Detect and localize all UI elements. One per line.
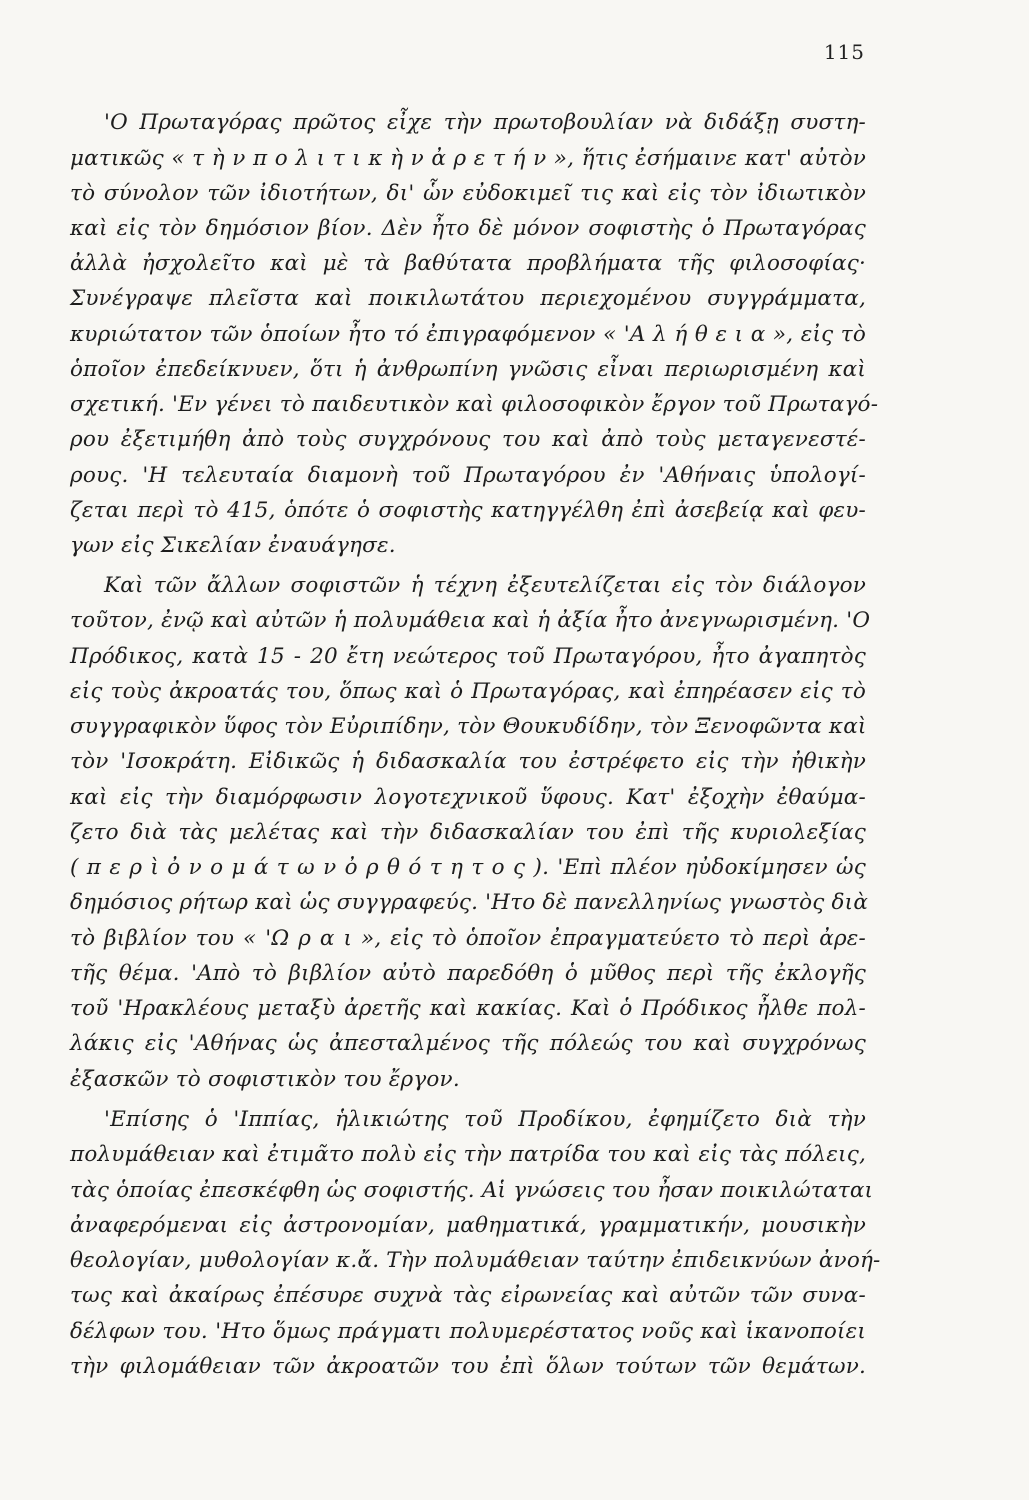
text-line: θεολογίαν, μυθολογίαν κ.ἄ. Τὴν πολυμάθειαν ταύτην ἐπιδεικνύων ἀνοή- xyxy=(70,1248,881,1273)
text-line: πολυμάθειαν καὶ ἐτιμᾶτο πολὺ εἰς τὴν πατρίδα του καὶ εἰς τὰς πόλεις, xyxy=(70,1142,866,1167)
text-line: Πρόδικος, κατὰ 15 - 20 ἔτη νεώτερος τοῦ Πρωταγόρου, ἦτο ἀγαπητὸς xyxy=(70,644,866,669)
text-line: ρου ἐξετιμήθη ἀπὸ τοὺς συγχρόνους του καὶ ἀπὸ τοὺς μεταγενεστέ- xyxy=(70,427,866,452)
text-line: τὰς ὁποίας ἐπεσκέφθη ὡς σοφιστής. Αἱ γνώσεις του ἦσαν ποικιλώταται xyxy=(70,1178,874,1203)
text-line: λάκις εἰς 'Αθήνας ὡς ἀπεσταλμένος τῆς πόλεώς του καὶ συγχρόνως xyxy=(70,1031,866,1056)
text-line: τὸ σύνολον τῶν ἰδιοτήτων, δι' ὧν εὐδοκιμεῖ τις καὶ εἰς τὸν ἰδιωτικὸν xyxy=(70,181,866,206)
text-line: ρους. 'Η τελευταία διαμονὴ τοῦ Πρωταγόρου ἐν 'Αθήναις ὑπολογί- xyxy=(70,463,866,488)
text-line: τως καὶ ἀκαίρως ἐπέσυρε συχνὰ τὰς εἰρωνείας καὶ αὐτῶν τῶν συνα- xyxy=(70,1283,866,1308)
text-line: 'Επίσης ὁ 'Ιππίας, ἡλικιώτης τοῦ Προδίκου, ἐφημίζετο διὰ τὴν xyxy=(104,1107,866,1132)
text-line: ( π ε ρ ὶ ὀ ν ο μ ά τ ω ν ὀ ρ θ ό τ η τ ο ς ). 'Επὶ πλέον ηὐδοκίμησεν ὡς xyxy=(70,855,866,880)
text-line: καὶ εἰς τὸν δημόσιον βίον. Δὲν ἦτο δὲ μόνον σοφιστὴς ὁ Πρωταγόρας xyxy=(70,216,866,241)
text-line: ἐξασκῶν τὸ σοφιστικὸν του ἔργον. xyxy=(70,1067,460,1092)
text-line: ἀναφερόμεναι εἰς ἀστρονομίαν, μαθηματικά, γραμματικήν, μουσικὴν xyxy=(70,1213,866,1238)
text-line: εἰς τοὺς ἀκροατάς του, ὅπως καὶ ὁ Πρωταγόρας, καὶ ἐπηρέασεν εἰς τὸ xyxy=(70,679,866,704)
text-line: Καὶ τῶν ἄλλων σοφιστῶν ἡ τέχνη ἐξευτελίζεται εἰς τὸν διάλογον xyxy=(104,573,866,598)
text-line: τὸν 'Ισοκράτη. Εἰδικῶς ἡ διδασκαλία του ἐστρέφετο εἰς τὴν ἠθικὴν xyxy=(70,749,866,774)
text-line: σχετική. 'Εν γένει τὸ παιδευτικὸν καὶ φιλοσοφικὸν ἔργον τοῦ Πρωταγό- xyxy=(70,392,879,417)
text-line: τὴν φιλομάθειαν τῶν ἀκροατῶν του ἐπὶ ὅλων τούτων τῶν θεμάτων. xyxy=(70,1354,866,1379)
text-line: ματικῶς « τ ὴ ν π ο λ ι τ ι κ ὴ ν ἀ ρ ε τ ή ν », ἥτις ἐσήμαινε κατ' αὐτὸν xyxy=(70,146,866,171)
text-line: δημόσιος ρήτωρ καὶ ὡς συγγραφεύς. 'Ητο δὲ πανελληνίως γνωστὸς διὰ xyxy=(70,890,869,915)
text-line: συγγραφικὸν ὕφος τὸν Εὐριπίδην, τὸν Θουκυδίδην, τὸν Ξενοφῶντα καὶ xyxy=(70,714,867,739)
text-line: τοῦ 'Ηρακλέους μεταξὺ ἀρετῆς καὶ κακίας. Καὶ ὁ Πρόδικος ἦλθε πολ- xyxy=(70,996,866,1021)
text-line: ζεται περὶ τὸ 415, ὁπότε ὁ σοφιστὴς κατηγγέλθη ἐπὶ ἀσεβείᾳ καὶ φευ- xyxy=(70,498,866,523)
text-line: τῆς θέμα. 'Απὸ τὸ βιβλίον αὐτὸ παρεδόθη ὁ μῦθος περὶ τῆς ἐκλογῆς xyxy=(70,961,866,986)
text-line: κυριώτατον τῶν ὁποίων ἦτο τό ἐπιγραφόμενον « 'Α λ ή θ ε ι α », εἰς τὸ xyxy=(70,322,866,347)
text-line: γων εἰς Σικελίαν ἐναυάγησε. xyxy=(70,533,396,558)
text-line: ἀλλὰ ἠσχολεῖτο καὶ μὲ τὰ βαθύτατα προβλήματα τῆς φιλοσοφίας· xyxy=(70,251,866,276)
text-line: καὶ εἰς τὴν διαμόρφωσιν λογοτεχνικοῦ ὕφους. Κατ' ἐξοχὴν ἐθαύμα- xyxy=(70,785,866,810)
text-line: Συνέγραψε πλεῖστα καὶ ποικιλωτάτου περιεχομένου συγγράμματα, xyxy=(70,286,866,311)
text-line: ζετο διὰ τὰς μελέτας καὶ τὴν διδασκαλίαν του ἐπὶ τῆς κυριολεξίας xyxy=(70,820,866,845)
text-line: τοῦτον, ἐνῷ καὶ αὐτῶν ἡ πολυμάθεια καὶ ἡ ἀξία ἦτο ἀνεγνωρισμένη. 'Ο xyxy=(70,608,871,633)
text-line: δέλφων του. 'Ητο ὅμως πράγματι πολυμερέστατος νοῦς καὶ ἱκανοποίει xyxy=(70,1319,866,1344)
text-line: ὁποῖον ἐπεδείκνυεν, ὅτι ἡ ἀνθρωπίνη γνῶσις εἶναι περιωρισμένη καὶ xyxy=(70,357,866,382)
page-number: 115 xyxy=(823,40,865,64)
text-line: τὸ βιβλίον του « 'Ω ρ α ι », εἰς τὸ ὁποῖον ἐπραγματεύετο τὸ περὶ ἀρε- xyxy=(70,926,866,951)
text-line: 'Ο Πρωταγόρας πρῶτος εἶχε τὴν πρωτοβουλίαν νὰ διδάξῃ συστη- xyxy=(104,110,866,135)
